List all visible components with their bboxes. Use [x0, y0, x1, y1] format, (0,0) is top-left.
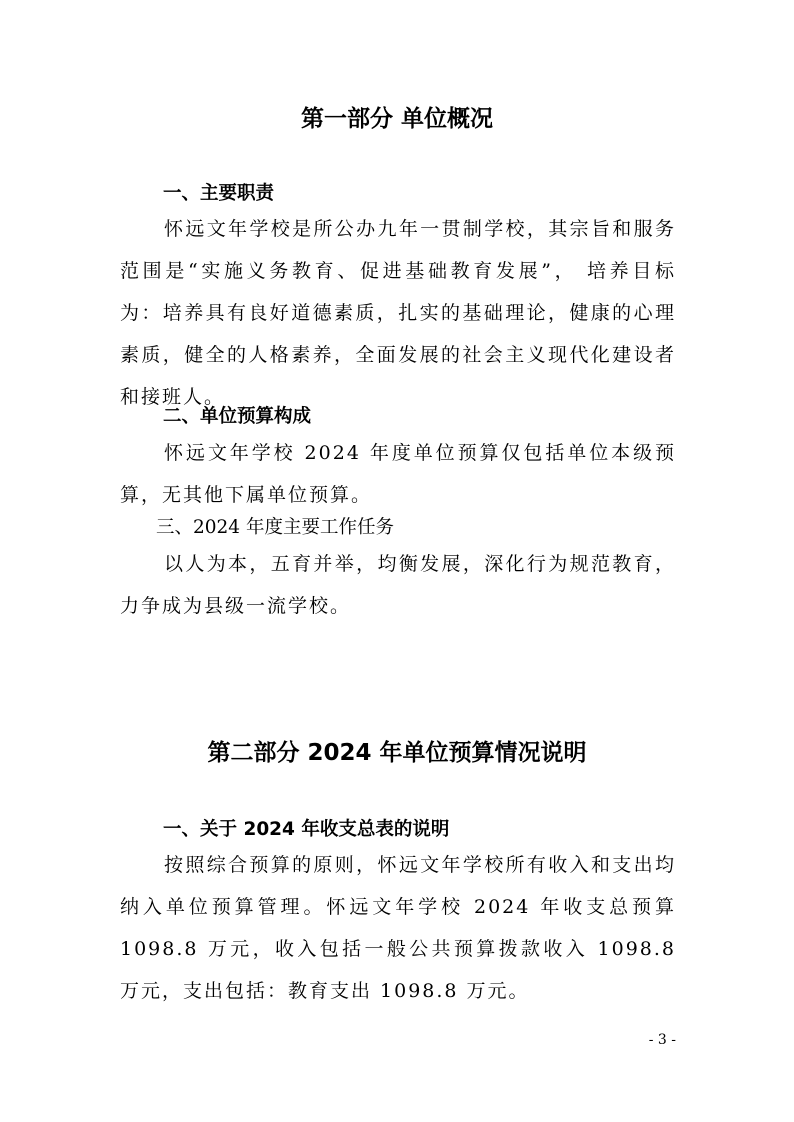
page-number: - 3 -	[648, 1032, 676, 1048]
section-heading-main-tasks: 三、2024 年度主要工作任务	[156, 517, 394, 538]
section-heading-summary-table: 一、关于 2024 年收支总表的说明	[163, 819, 450, 840]
paragraph-budget-composition: 怀远文年学校 2024 年度单位预算仅包括单位本级预算，无其他下属单位预算。	[120, 442, 676, 506]
section-heading-main-duties: 一、主要职责	[163, 183, 275, 204]
paragraph-main-duties: 怀远文年学校是所公办九年一贯制学校，其宗旨和服务范围是“实施义务教育、促进基础教育发展”， 培养目标为：培养具有良好道德素质，扎实的基础理论，健康的心理素质，健全的人格素养，全面发展的社会主义现代化建设者和接班人。	[120, 218, 676, 408]
part2-title: 第二部分 2024 年单位预算情况说明	[207, 740, 587, 766]
paragraph-main-tasks: 以人为本，五育并举，均衡发展，深化行为规范教育，力争成为县级一流学校。	[120, 553, 676, 617]
part1-title: 第一部分 单位概况	[300, 106, 493, 132]
section-heading-budget-composition: 二、单位预算构成	[163, 406, 312, 427]
paragraph-summary-table: 按照综合预算的原则，怀远文年学校所有收入和支出均纳入单位预算管理。怀远文年学校 2024 年收支总预算 1098.8 万元，收入包括一般公共预算拨款收入 1098.8 万元，支出包括：教育支出 1098.8 万元。	[120, 854, 676, 1002]
